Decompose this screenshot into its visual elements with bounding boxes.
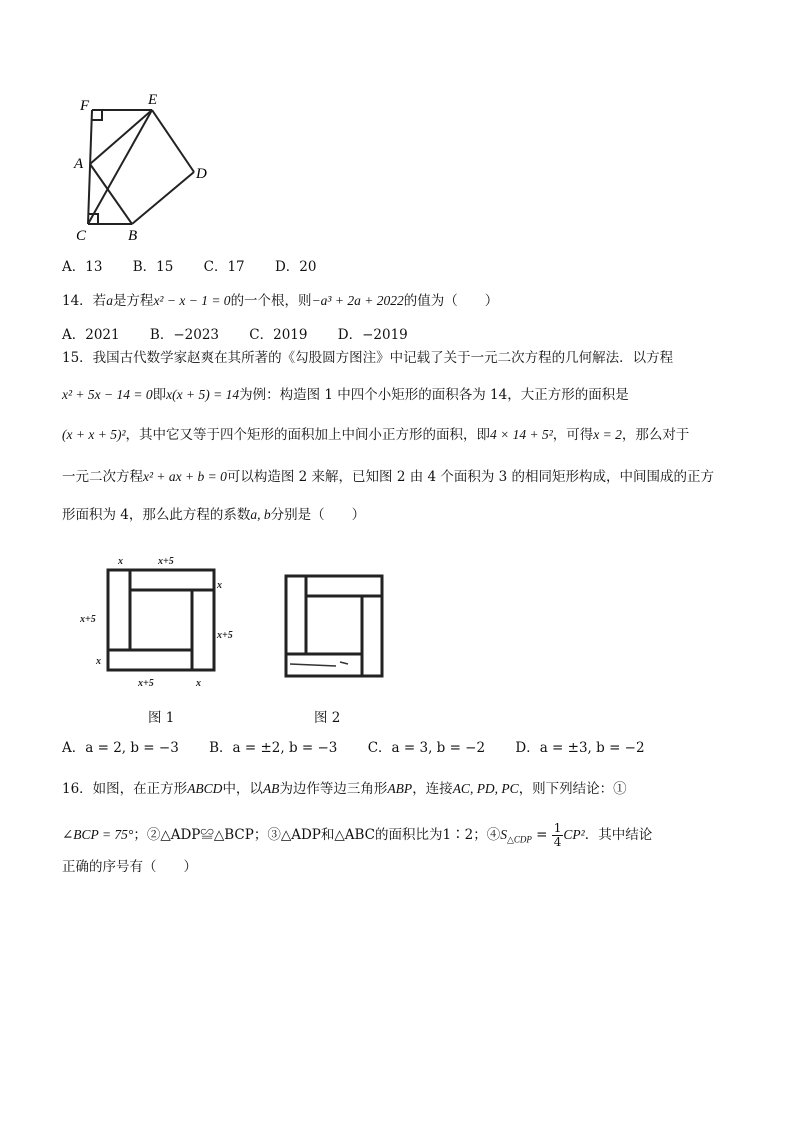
q15-line4: 一元二次方程x² + ax + b = 0可以构造图 2 来解，已知图 2 由 4 个面积为 3 的相同矩形构成，中间围成的正方 [62, 469, 715, 485]
fig2-caption: 图 2 [314, 710, 341, 726]
q14-options [62, 326, 434, 344]
q15-line1: 15．我国古代数学家赵爽在其所著的《勾股圆方图注》中记载了关于一元二次方程的几何解法．以方程 [62, 350, 674, 366]
option-b[interactable]: B．−2023 [149, 327, 219, 343]
label-C: C [76, 228, 87, 244]
q15-options [62, 739, 671, 757]
q16-line2: ∠BCP = 75°；②△ADP≌△BCP；③△ADP和△ABC的面积比为1∶2；$④S_{\triangle CDP}$ = $\frac{1}{4}$ CP²．其中结论 [62, 821, 653, 849]
fig1-label-x-bottom-right: x [196, 678, 201, 689]
fig1-caption: 图 1 [148, 710, 175, 726]
option-a[interactable]: A．13 [62, 259, 103, 275]
option-d[interactable]: D．20 [274, 259, 317, 275]
right-angle-F [92, 110, 102, 120]
q16-line3: 正确的序号有（ ） [62, 859, 197, 875]
option-c[interactable]: C．17 [203, 259, 245, 275]
fig1-label-x-left-bottom: x [96, 656, 101, 667]
label-B: B [128, 228, 138, 244]
fig1-label-x-right-top: x [217, 580, 222, 591]
seg-ED [152, 110, 194, 172]
q13-figure [60, 88, 220, 248]
seg-AE [90, 110, 152, 164]
option-d[interactable]: D．a = ±3, b = −2 [515, 740, 645, 756]
option-a[interactable]: A．2021 [62, 327, 120, 343]
option-b[interactable]: B．15 [132, 259, 174, 275]
q16-line1: 16．如图，在正方形ABCD中，以AB为边作等边三角形ABP，连接AC, PD, PC，则下列结论：① [62, 781, 627, 797]
option-c[interactable]: C．2019 [249, 327, 308, 343]
q15-line5: 形面积为 4，那么此方程的系数a, b分别是（ ） [62, 507, 366, 523]
q15-figure-2 [276, 556, 396, 686]
inner-square [130, 590, 192, 650]
option-a[interactable]: A．a = 2, b = −3 [62, 740, 179, 756]
option-d[interactable]: D．−2019 [337, 327, 408, 343]
option-c[interactable]: C．a = 3, b = −2 [367, 740, 486, 756]
seg-DB [132, 172, 194, 224]
q15-line3: (x + x + 5)²，其中它又等于四个矩形的面积加上中间小正方形的面积，即4 × 14 + 5²，可得x = 2，那么对于 [62, 427, 690, 443]
fraction-one-quarter: $\frac{1}{4}$ [553, 821, 562, 849]
q15-figure-1 [80, 550, 240, 690]
fig1-label-x5-bottom: x+5 [138, 678, 154, 689]
q14-stem: 14．若a是方程x² − x − 1 = 0的一个根，则−a³ + 2a + 2022的值为（ ） [62, 293, 499, 309]
outer-square [286, 576, 382, 676]
label-E: E [148, 92, 158, 108]
q15-line2: x² + 5x − 14 = 0即x(x + 5) = 14为例：构造图 1 中四个小矩形的面积各为 14，大正方形的面积是 [62, 387, 629, 403]
fig1-label-x5-top: x+5 [158, 556, 174, 567]
fig1-label-x5-left: x+5 [80, 614, 96, 625]
option-b[interactable]: B．a = ±2, b = −3 [209, 740, 338, 756]
fig1-label-x5-right: x+5 [217, 630, 233, 641]
label-D: D [196, 166, 207, 182]
inner-square [306, 596, 362, 654]
fig1-label-x-top: x [118, 556, 123, 567]
outer-square [108, 570, 214, 670]
label-A: A [74, 156, 84, 172]
q13-options [62, 258, 342, 276]
label-F: F [80, 98, 90, 114]
